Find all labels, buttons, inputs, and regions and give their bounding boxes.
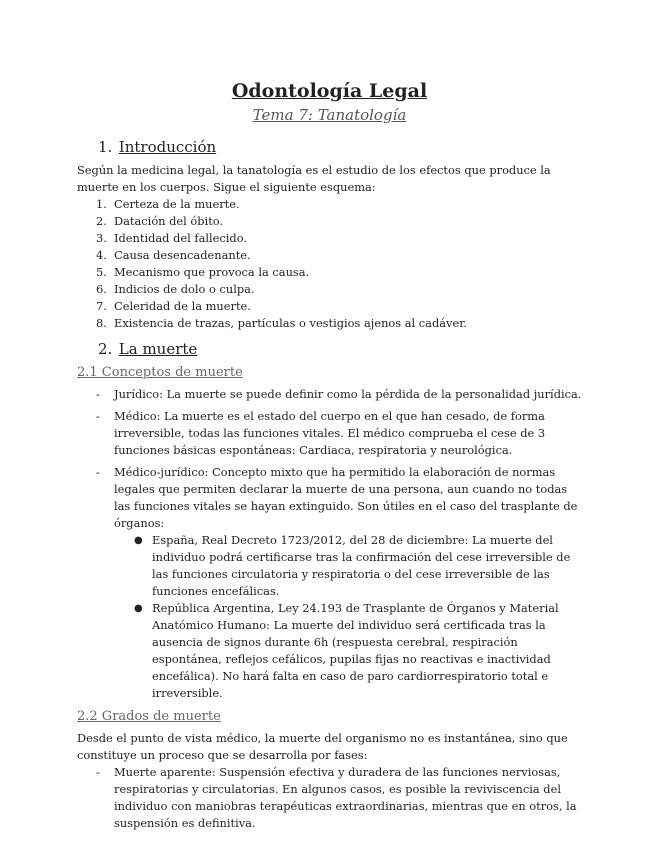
list-item: 1. Certeza de la muerte. (96, 197, 240, 211)
list-item: ● España, Real Decreto 1723/2012, del 28 de diciembre: La muerte del individuo podrá certificarse tras la confirmación del cese irreversible de las funciones circulatoria y respiratoria o del cese irreversible de las funciones encefálicas. (134, 533, 571, 598)
transplant-law-list (114, 532, 582, 702)
section-2-title: La muerte (118, 340, 198, 358)
list-item: - Jurídico: La muerte se puede definir como la pérdida de la personalidad jurídica. (96, 387, 582, 401)
list-item: 6. Indicios de dolo o culpa. (96, 282, 255, 296)
subsection-2-2-paragraph: Desde el punto de vista médico, la muerte del organismo no es instantánea, sino que constituye un proceso que se desarrolla por fases: (77, 731, 568, 762)
document-title: Odontología Legal (231, 80, 428, 102)
list-item: 5. Mecanismo que provoca la causa. (96, 265, 310, 279)
subsection-2-1-heading: 2.1 Conceptos de muerte (77, 365, 243, 380)
list-item: 4. Causa desencadenante. (96, 248, 251, 262)
list-item: - Muerte aparente: Suspensión efectiva y duradera de las funciones nerviosas, respiratorias y circulatorias. En algunos casos, es posible la reviviscencia del individuo con maniobras terapéuticas extraordinarias, mientras que en otros, la suspensión es definitiva. (96, 765, 577, 830)
document-subtitle: Tema 7: Tanatología (252, 106, 407, 124)
list-item: 2. Datación del óbito. (96, 214, 224, 228)
section-2-heading (98, 338, 582, 360)
section-1-list (77, 196, 582, 332)
document-page (77, 78, 582, 837)
subsection-2-2-heading: 2.2 Grados de muerte (77, 709, 221, 724)
section-1-paragraph: Según la medicina legal, la tanatología es el estudio de los efectos que produce la muerte en los cuerpos. Sigue el siguiente esquema: (77, 163, 551, 194)
list-item: ● República Argentina, Ley 24.193 de Trasplante de Órganos y Material Anatómico Humano: La muerte del individuo será certificada tras la ausencia de signos durante 6h (respuesta cerebral, respiración espontánea, reflejos cefálicos, pupilas fijas no reactivas e inactividad encefálica). No hará falta en caso de paro cardiorrespiratorio total e irreversible. (134, 601, 559, 700)
death-grades-list (77, 764, 582, 832)
list-item: 7. Celeridad de la muerte. (96, 299, 251, 313)
list-item: - Médico: La muerte es el estado del cuerpo en el que han cesado, de forma irreversible, todas las funciones vitales. El médico comprueba el cese de 3 funciones básicas espontáneas: Cardiaca, respiratoria y neurológica. (96, 409, 546, 457)
list-item: 8. Existencia de trazas, partículas o vestigios ajenos al cadáver. (96, 316, 468, 330)
section-1-number: 1. (98, 138, 113, 156)
death-concepts-list (77, 386, 582, 702)
list-item: 3. Identidad del fallecido. (96, 231, 248, 245)
section-1-title: Introducción (118, 138, 217, 156)
section-2-number: 2. (98, 340, 113, 358)
list-item: - Médico-jurídico: Concepto mixto que ha permitido la elaboración de normas legales que permiten declarar la muerte de una persona, aun cuando no todas las funciones vitales se hayan extinguido. Son útiles en el caso del trasplante de órganos: ● España, Real Decreto 1723/2012, del 28 de diciembre: La muerte del individuo podrá certificarse tras la confirmación del cese irreversible de las funciones circulatoria y respiratoria o del cese irreversible de las funciones encefálicas. ● República Argentina, Ley 24.193 de Trasplante de Órganos y Material Anatómico Humano: La muerte del individuo será certificada tras la ausencia de signos durante 6h (respuesta cerebral, respiración espontánea, reflejos cefálicos, pupilas fijas no reactivas e inactividad encefálica). No hará falta en caso de paro cardiorrespiratorio total e irreversible. (77, 464, 582, 702)
section-1-heading (98, 136, 582, 158)
